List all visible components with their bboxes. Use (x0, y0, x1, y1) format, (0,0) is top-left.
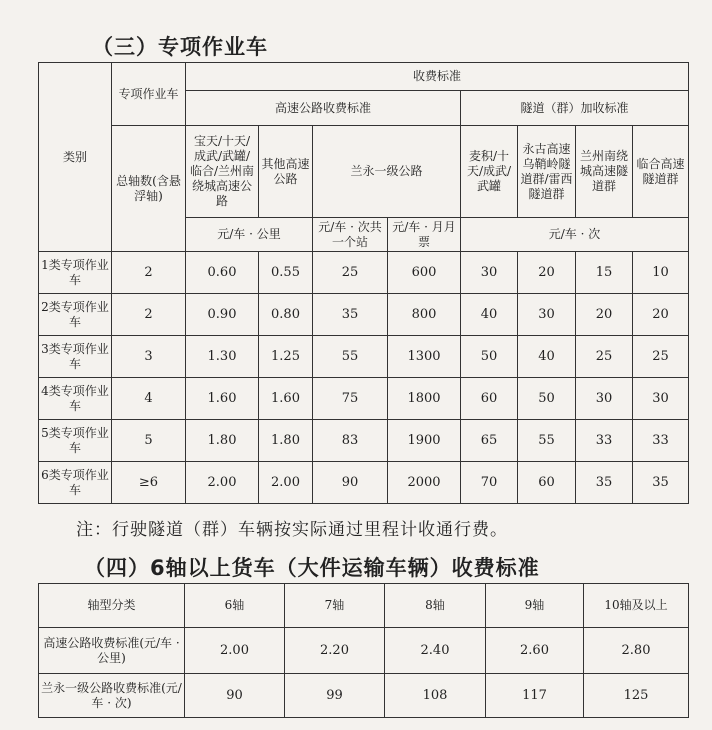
value-cell: 30 (518, 294, 576, 336)
value-cell: 40 (461, 294, 518, 336)
value-cell: 1.60 (259, 378, 313, 420)
value-cell: 2.00 (259, 462, 313, 504)
table-row (39, 378, 689, 420)
fee-standard-header: 收费标准 (186, 63, 689, 91)
value-cell: 99 (285, 674, 385, 718)
value-cell: 50 (461, 336, 518, 378)
unit-once-header: 元/车 · 次共一个站 (313, 218, 388, 252)
row-label: 兰永一级公路收费标准(元/车 · 次) (39, 674, 185, 718)
value-cell: 600 (388, 252, 461, 294)
value-cell: 20 (633, 294, 689, 336)
value-cell: 1300 (388, 336, 461, 378)
value-cell: 35 (313, 294, 388, 336)
value-cell: 2.60 (486, 628, 584, 674)
highway-fee-header: 高速公路收费标准 (186, 91, 461, 126)
category-cell: 2类专项作业车 (39, 294, 112, 336)
axle-type-header: 轴型分类 (39, 584, 185, 628)
tunnel-fee-header: 隧道（群）加收标准 (461, 91, 689, 126)
value-cell: 1.30 (186, 336, 259, 378)
value-cell: 30 (576, 378, 633, 420)
value-cell: 1900 (388, 420, 461, 462)
value-cell: 20 (518, 252, 576, 294)
oversize-truck-fee-table (38, 583, 689, 718)
value-cell: 90 (313, 462, 388, 504)
value-cell: ≥6 (112, 462, 186, 504)
value-cell: 33 (576, 420, 633, 462)
value-cell: 2 (112, 294, 186, 336)
value-cell: 10 (633, 252, 689, 294)
value-cell: 0.55 (259, 252, 313, 294)
axle-type-header: 9轴 (486, 584, 584, 628)
value-cell: 25 (313, 252, 388, 294)
table-row (39, 674, 689, 718)
value-cell: 90 (185, 674, 285, 718)
category-cell: 6类专项作业车 (39, 462, 112, 504)
value-cell: 60 (461, 378, 518, 420)
special-vehicle-header: 专项作业车 (112, 63, 186, 126)
value-cell: 125 (584, 674, 689, 718)
value-cell: 25 (576, 336, 633, 378)
category-cell: 4类专项作业车 (39, 378, 112, 420)
section4-title: （四）6轴以上货车（大件运输车辆）收费标准 (84, 556, 540, 580)
value-cell: 25 (633, 336, 689, 378)
value-cell: 2.80 (584, 628, 689, 674)
value-cell: 2.20 (285, 628, 385, 674)
value-cell: 117 (486, 674, 584, 718)
table-row (39, 628, 689, 674)
value-cell: 35 (633, 462, 689, 504)
value-cell: 0.90 (186, 294, 259, 336)
table-row (39, 294, 689, 336)
value-cell: 60 (518, 462, 576, 504)
value-cell: 4 (112, 378, 186, 420)
table-row (39, 462, 689, 504)
value-cell: 55 (518, 420, 576, 462)
value-cell: 1800 (388, 378, 461, 420)
value-cell: 0.80 (259, 294, 313, 336)
special-vehicle-fee-table (38, 62, 689, 504)
value-cell: 70 (461, 462, 518, 504)
axle-type-header: 8轴 (385, 584, 486, 628)
value-cell: 3 (112, 336, 186, 378)
table-row (39, 336, 689, 378)
tunnel-note: 注：行驶隧道（群）车辆按实际通过里程计收通行费。 (76, 520, 508, 540)
value-cell: 20 (576, 294, 633, 336)
value-cell: 30 (633, 378, 689, 420)
value-cell: 50 (518, 378, 576, 420)
value-cell: 2000 (388, 462, 461, 504)
axle-type-header: 6轴 (185, 584, 285, 628)
value-cell: 1.25 (259, 336, 313, 378)
col-e-header: 兰州南绕城高速隧道群 (576, 126, 633, 218)
unit-km-header: 元/车 · 公里 (186, 218, 313, 252)
category-cell: 1类专项作业车 (39, 252, 112, 294)
row-label: 高速公路收费标准(元/车 · 公里) (39, 628, 185, 674)
axles-header: 总轴数(含悬浮轴) (112, 126, 186, 252)
value-cell: 83 (313, 420, 388, 462)
value-cell: 40 (518, 336, 576, 378)
value-cell: 108 (385, 674, 486, 718)
unit-tunnel-header: 元/车 · 次 (461, 218, 689, 252)
value-cell: 65 (461, 420, 518, 462)
value-cell: 2.40 (385, 628, 486, 674)
value-cell: 33 (633, 420, 689, 462)
col-c-header: 麦积/十天/成武/武罐 (461, 126, 518, 218)
axle-type-header: 7轴 (285, 584, 385, 628)
value-cell: 55 (313, 336, 388, 378)
table-row (39, 420, 689, 462)
col-f-header: 临合高速隧道群 (633, 126, 689, 218)
table-row (39, 252, 689, 294)
col-b-header: 其他高速公路 (259, 126, 313, 218)
value-cell: 35 (576, 462, 633, 504)
value-cell: 1.80 (186, 420, 259, 462)
value-cell: 5 (112, 420, 186, 462)
section3-title: （三）专项作业车 (92, 35, 268, 59)
value-cell: 2 (112, 252, 186, 294)
col-a-header: 宝天/十天/成武/武罐/临合/兰州南绕城高速公路 (186, 126, 259, 218)
value-cell: 800 (388, 294, 461, 336)
lanyong-header: 兰永一级公路 (313, 126, 461, 218)
value-cell: 1.60 (186, 378, 259, 420)
value-cell: 30 (461, 252, 518, 294)
value-cell: 2.00 (185, 628, 285, 674)
value-cell: 0.60 (186, 252, 259, 294)
category-cell: 3类专项作业车 (39, 336, 112, 378)
value-cell: 1.80 (259, 420, 313, 462)
unit-month-header: 元/车 · 月月票 (388, 218, 461, 252)
category-header: 类别 (39, 63, 112, 252)
col-d-header: 永古高速乌鞘岭隧道群/雷西隧道群 (518, 126, 576, 218)
axle-type-header: 10轴及以上 (584, 584, 689, 628)
value-cell: 75 (313, 378, 388, 420)
value-cell: 15 (576, 252, 633, 294)
category-cell: 5类专项作业车 (39, 420, 112, 462)
value-cell: 2.00 (186, 462, 259, 504)
